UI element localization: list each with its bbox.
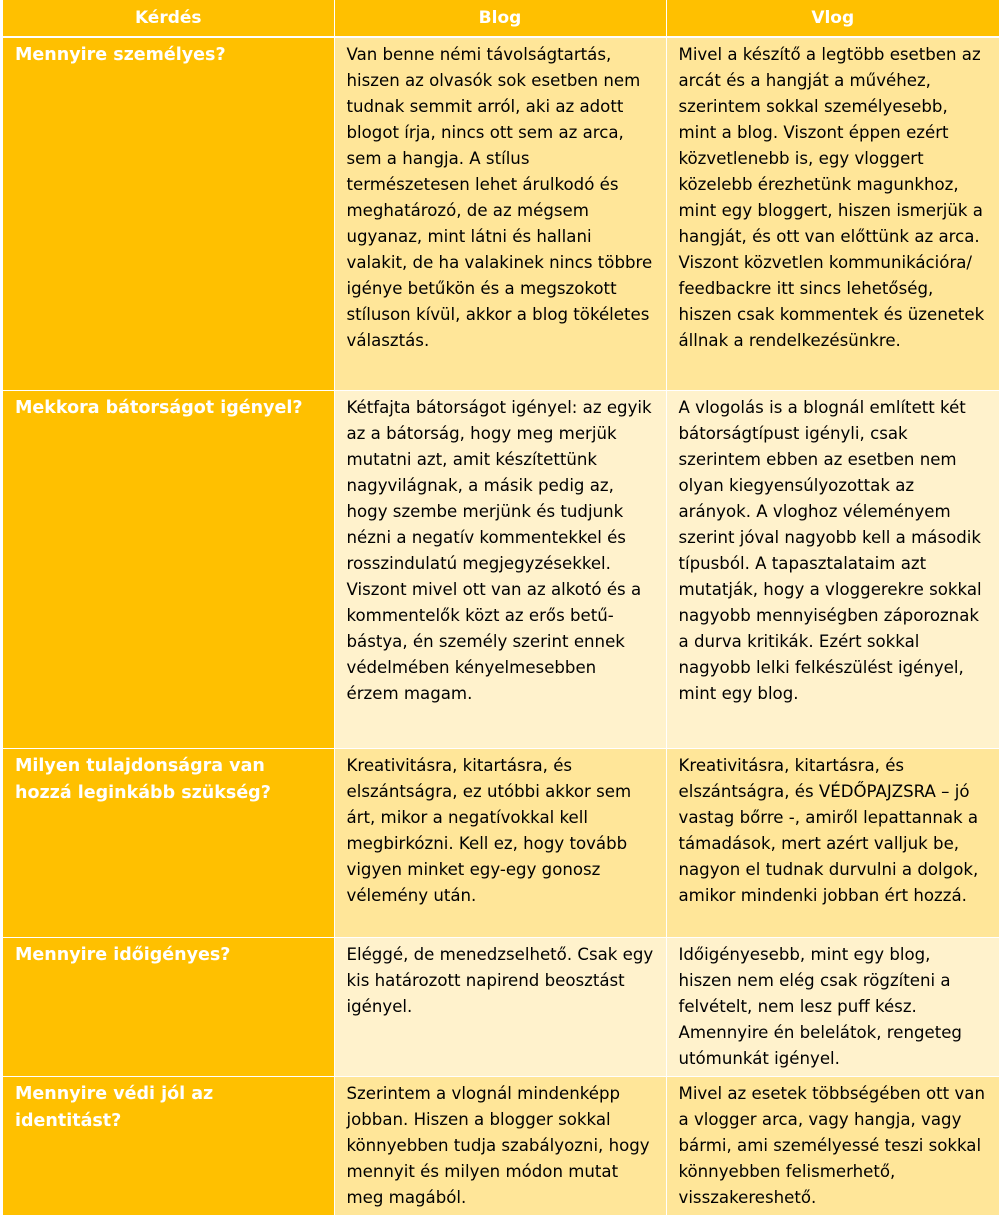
comparison-table [3, 0, 999, 1216]
table-row [3, 1077, 999, 1216]
blog-cell: Eléggé, de menedzselhető. Csak egy kis határozott napirend beosztást igényel. [334, 938, 666, 1077]
table-row [3, 938, 999, 1077]
question-cell: Mennyire védi jól az identitást? [3, 1077, 334, 1216]
vlog-cell: A vlogolás is a blognál említett két bátorságtípust igényli, csak szerintem ebben az esetben nem olyan kiegyensúlyozottak az arányok. A vloghoz véleményem szerint jóval nagyobb kell a második típusból. A tapasztalataim azt mutatják, hogy a vloggerekre sokkal nagyobb mennyiségben záporoznak a durva kritikák. Ezért sokkal nagyobb lelki felkészülést igényel, mint egy blog. [666, 391, 999, 749]
table-row [3, 391, 999, 749]
vlog-cell: Mivel a készítő a legtöbb esetben az arcát és a hangját a művéhez, szerintem sokkal személyesebb, mint a blog. Viszont éppen ezért közvetlenebb is, egy vloggert közelebb érezhetünk magunkhoz, mint egy bloggert, hiszen ismerjük a hangját, és ott van előttünk az arca. Viszont közvetlen kommunikációra/ feedbackre itt sincs lehetőség, hiszen csak kommentek és üzenetek állnak a rendelkezésünkre. [666, 37, 999, 391]
header-row [3, 0, 999, 37]
header-question: Kérdés [3, 0, 334, 37]
table-row [3, 749, 999, 938]
header-vlog: Vlog [666, 0, 999, 37]
blog-cell: Szerintem a vlognál mindenképp jobban. Hiszen a blogger sokkal könnyebben tudja szabályozni, hogy mennyit és milyen módon mutat meg magából. [334, 1077, 666, 1216]
vlog-cell: Kreativitásra, kitartásra, és elszántságra, és VÉDŐPAJZSRA – jó vastag bőrre -, amiről lepattannak a támadások, mert azért valljuk be, nagyon el tudnak durvulni a dolgok, amikor mindenki jobban ért hozzá. [666, 749, 999, 938]
vlog-cell: Időigényesebb, mint egy blog, hiszen nem elég csak rögzíteni a felvételt, nem lesz puff kész. Amennyire én belelátok, rengeteg utómunkát igényel. [666, 938, 999, 1077]
blog-cell: Kétfajta bátorságot igényel: az egyik az a bátorság, hogy meg merjük mutatni azt, amit készítettünk nagyvilágnak, a másik pedig az, hogy szembe merjünk és tudjunk nézni a negatív kommentekkel és rosszindulatú megjegyzésekkel. Viszont mivel ott van az alkotó és a kommentelők közt az erős betű-bástya, én személy szerint ennek védelmében kényelmesebben érzem magam. [334, 391, 666, 749]
question-cell: Milyen tulajdonságra van hozzá leginkább szükség? [3, 749, 334, 938]
blog-cell: Van benne némi távolságtartás, hiszen az olvasók sok esetben nem tudnak semmit arról, aki az adott blogot írja, nincs ott sem az arca, sem a hangja. A stílus természetesen lehet árulkodó és meghatározó, de az mégsem ugyanaz, mint látni és hallani valakit, de ha valakinek nincs többre igénye betűkön és a megszokott stíluson kívül, akkor a blog tökéletes választás. [334, 37, 666, 391]
table-row [3, 37, 999, 391]
question-cell: Mennyire személyes? [3, 37, 334, 391]
question-cell: Mekkora bátorságot igényel? [3, 391, 334, 749]
header-blog: Blog [334, 0, 666, 37]
question-cell: Mennyire időigényes? [3, 938, 334, 1077]
blog-cell: Kreativitásra, kitartásra, és elszántságra, ez utóbbi akkor sem árt, mikor a negatívokkal kell megbirkózni. Kell ez, hogy tovább vigyen minket egy-egy gonosz vélemény után. [334, 749, 666, 938]
vlog-cell: Mivel az esetek többségében ott van a vlogger arca, vagy hangja, vagy bármi, ami személyessé teszi sokkal könnyebben felismerhető, visszakereshető. [666, 1077, 999, 1216]
